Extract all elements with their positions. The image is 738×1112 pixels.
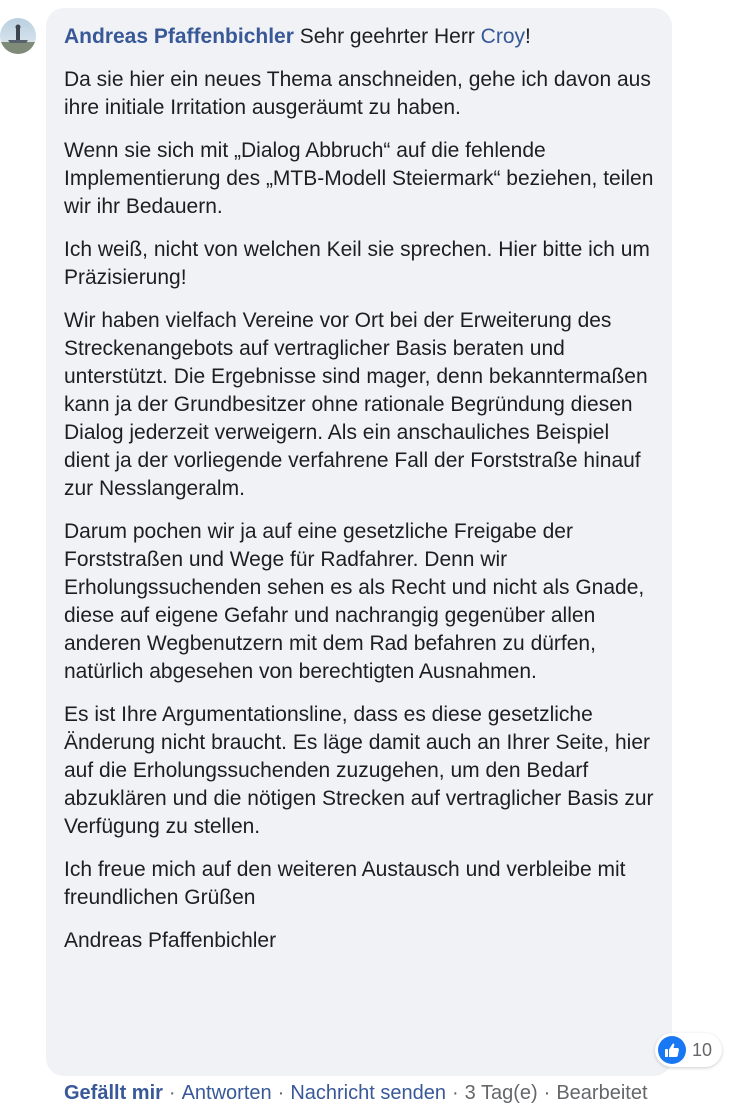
comment-timestamp[interactable]: 3 Tag(e) — [464, 1082, 538, 1104]
avatar-image — [0, 18, 36, 54]
send-message-link[interactable]: Nachricht senden — [290, 1082, 446, 1104]
comment-header — [64, 22, 654, 52]
comment-paragraph: Es ist Ihre Argumentationsline, dass es diese gesetzliche Änderung nicht braucht. Es läge damit auch an Ihrer Seite, hier auf die Erholungssuchenden zuzugehen, um den Bedarf abzuklären und die nötigen Strecken auf vertraglicher Basis zur Verfügung zu stellen. — [64, 703, 654, 838]
author-name-link[interactable]: Andreas Pfaffenbichler — [64, 25, 294, 48]
comment-paragraph: Ich weiß, nicht von welchen Keil sie sprechen. Hier bitte ich um Präzisierung! — [64, 238, 650, 289]
mention-link[interactable]: Croy — [480, 25, 525, 48]
comment-paragraph: Ich freue mich auf den weiteren Austausch und verbleibe mit freundlichen Grüßen — [64, 858, 626, 909]
separator-dot: · — [277, 1082, 285, 1104]
comment-paragraph: Darum pochen wir ja auf eine gesetzliche Freigabe der Forststraßen und Wege für Radfahrer. Denn wir Erholungssuchenden sehen es als Recht und nicht als Gnade, diese auf eigene Gefahr und nachrangig gegenüber allen anderen Wegbenutzern mit dem Rad befahren zu dürfen, natürlich abgesehen von berechtigten Ausnahmen. — [64, 520, 645, 683]
greeting-prefix: Sehr geehrter Herr — [293, 25, 481, 48]
comment-bubble — [46, 8, 672, 1076]
avatar[interactable] — [0, 18, 36, 54]
thumbs-up-icon — [658, 1036, 686, 1064]
separator-dot: · — [543, 1082, 551, 1104]
reply-link[interactable]: Antworten — [181, 1082, 272, 1104]
edited-label[interactable]: Bearbeitet — [556, 1082, 648, 1104]
comment-actions — [64, 1079, 648, 1107]
greeting-suffix: ! — [525, 25, 531, 48]
comment-paragraph: Wir haben vielfach Vereine vor Ort bei der Erweiterung des Streckenangebots auf vertraglicher Basis beraten und unterstützt. Die Ergebnisse sind mager, denn bekanntermaßen kann ja der Grundbesitzer ohne rationale Begründung diesen Dialog jederzeit verweigern. Als ein anschauliches Beispiel dient ja der vorliegende verfahrene Fall der Forststraße hinauf zur Nesslangeralm. — [64, 309, 648, 500]
reactions-summary[interactable] — [655, 1033, 722, 1067]
comment-signature: Andreas Pfaffenbichler — [64, 929, 277, 952]
reaction-count: 10 — [692, 1039, 713, 1060]
comment-paragraph: Da sie hier ein neues Thema anschneiden, gehe ich davon aus ihre initiale Irritation ausgeräumt zu haben. — [64, 68, 651, 119]
separator-dot: · — [168, 1082, 176, 1104]
comment-paragraph: Wenn sie sich mit „Dialog Abbruch“ auf die fehlende Implementierung des „MTB-Modell Steiermark“ beziehen, teilen wir ihr Bedauern. — [64, 139, 654, 218]
like-link[interactable]: Gefällt mir — [64, 1082, 163, 1104]
separator-dot: · — [451, 1082, 459, 1104]
